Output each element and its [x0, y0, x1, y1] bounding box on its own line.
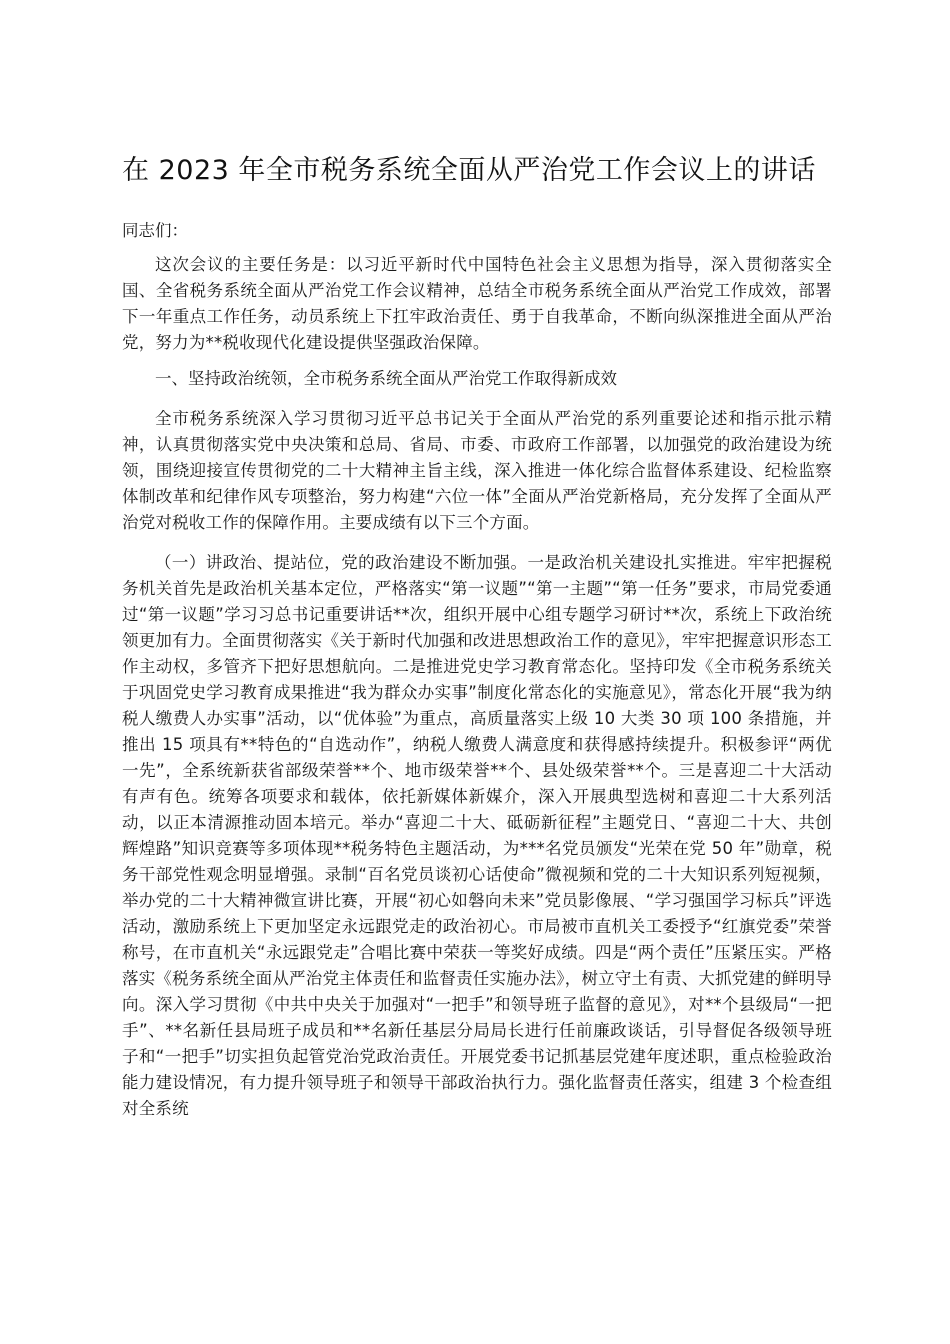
- section-heading: 一、坚持政治统领，全市税务系统全面从严治党工作取得新成效: [155, 369, 617, 388]
- intro-paragraph: 这次会议的主要任务是：以习近平新时代中国特色社会主义思想为指导，深入贯彻落实全国、全省税务系统全面从严治党工作会议精神，总结全市税务系统全面从严治党工作成效，部署下一年重点工作任务，动员系统上下扛牢政治责任、勇于自我革命，不断向纵深推进全面从严治党，努力为**税收现代化建设提供坚强政治保障。: [122, 255, 832, 352]
- body-paragraph: 全市税务系统深入学习贯彻习近平总书记关于全面从严治党的系列重要论述和指示批示精神，认真贯彻落实党中央决策和总局、省局、市委、市政府工作部署，以加强党的政治建设为统领，围绕迎接宣传贯彻党的二十大精神主旨主线，深入推进一体化综合监督体系建设、纪检监察体制改革和纪律作风专项整治，努力构建“六位一体”全面从严治党新格局，充分发挥了全面从严治党对税收工作的保障作用。主要成绩有以下三个方面。: [122, 409, 832, 532]
- salutation: 同志们：: [122, 221, 188, 240]
- body-paragraph: （一）讲政治、提站位，党的政治建设不断加强。一是政治机关建设扎实推进。牢牢把握税务机关首先是政治机关基本定位，严格落实“第一议题”“第一主题”“第一任务”要求，市局党委通过“第一议题”学习习总书记重要讲话**次，组织开展中心组专题学习研讨**次，系统上下政治统领更加有力。全面贯彻落实《关于新时代加强和改进思想政治工作的意见》，牢牢把握意识形态工作主动权，多管齐下把好思想航向。二是推进党史学习教育常态化。坚持印发《全市税务系统关于巩固党史学习教育成果推进“我为群众办实事”制度化常态化的实施意见》，常态化开展“我为纳税人缴费人办实事”活动，以“优体验”为重点，高质量落实上级 10 大类 30 项 100 条措施，并推出 15 项具有**特色的“自选动作”，纳税人缴费人满意度和获得感持续提升。积极参评“两优一先”，全系统新获省部级荣誉**个、地市级荣誉**个、县处级荣誉**个。三是喜迎二十大活动有声有色。统筹各项要求和载体，依托新媒体新媒介，深入开展典型选树和喜迎二十大系列活动，以正本清源推动固本培元。举办“喜迎二十大、砥砺新征程”主题党日、“喜迎二十大、共创辉煌路”知识竞赛等多项体现**税务特色主题活动，为***名党员颁发“光荣在党 50 年”勋章，税务干部党性观念明显增强。录制“百名党员谈初心话使命”微视频和党的二十大知识系列短视频，举办党的二十大精神微宣讲比赛，开展“初心如磐向未来”党员影像展、“学习强国学习标兵”评选活动，激励系统上下更加坚定永远跟党走的政治初心。市局被市直机关工委授予“红旗党委”荣誉称号，在市直机关“永远跟党走”合唱比赛中荣获一等奖好成绩。四是“两个责任”压紧压实。严格落实《税务系统全面从严治党主体责任和监督责任实施办法》，树立守土有责、大抓党建的鲜明导向。深入学习贯彻《中共中央关于加强对“一把手”和领导班子监督的意见》，对**个县级局“一把手”、**名新任县局班子成员和**名新任基层分局局长进行任前廉政谈话，引导督促各级领导班子和“一把手”切实担负起管党治党政治责任。开展党委书记抓基层党建年度述职，重点检验政治能力建设情况，有力提升领导班子和领导干部政治执行力。强化监督责任落实，组建 3 个检查组对全系统: [122, 553, 832, 1118]
- document-title: 在 2023 年全市税务系统全面从严治党工作会议上的讲话: [122, 155, 816, 186]
